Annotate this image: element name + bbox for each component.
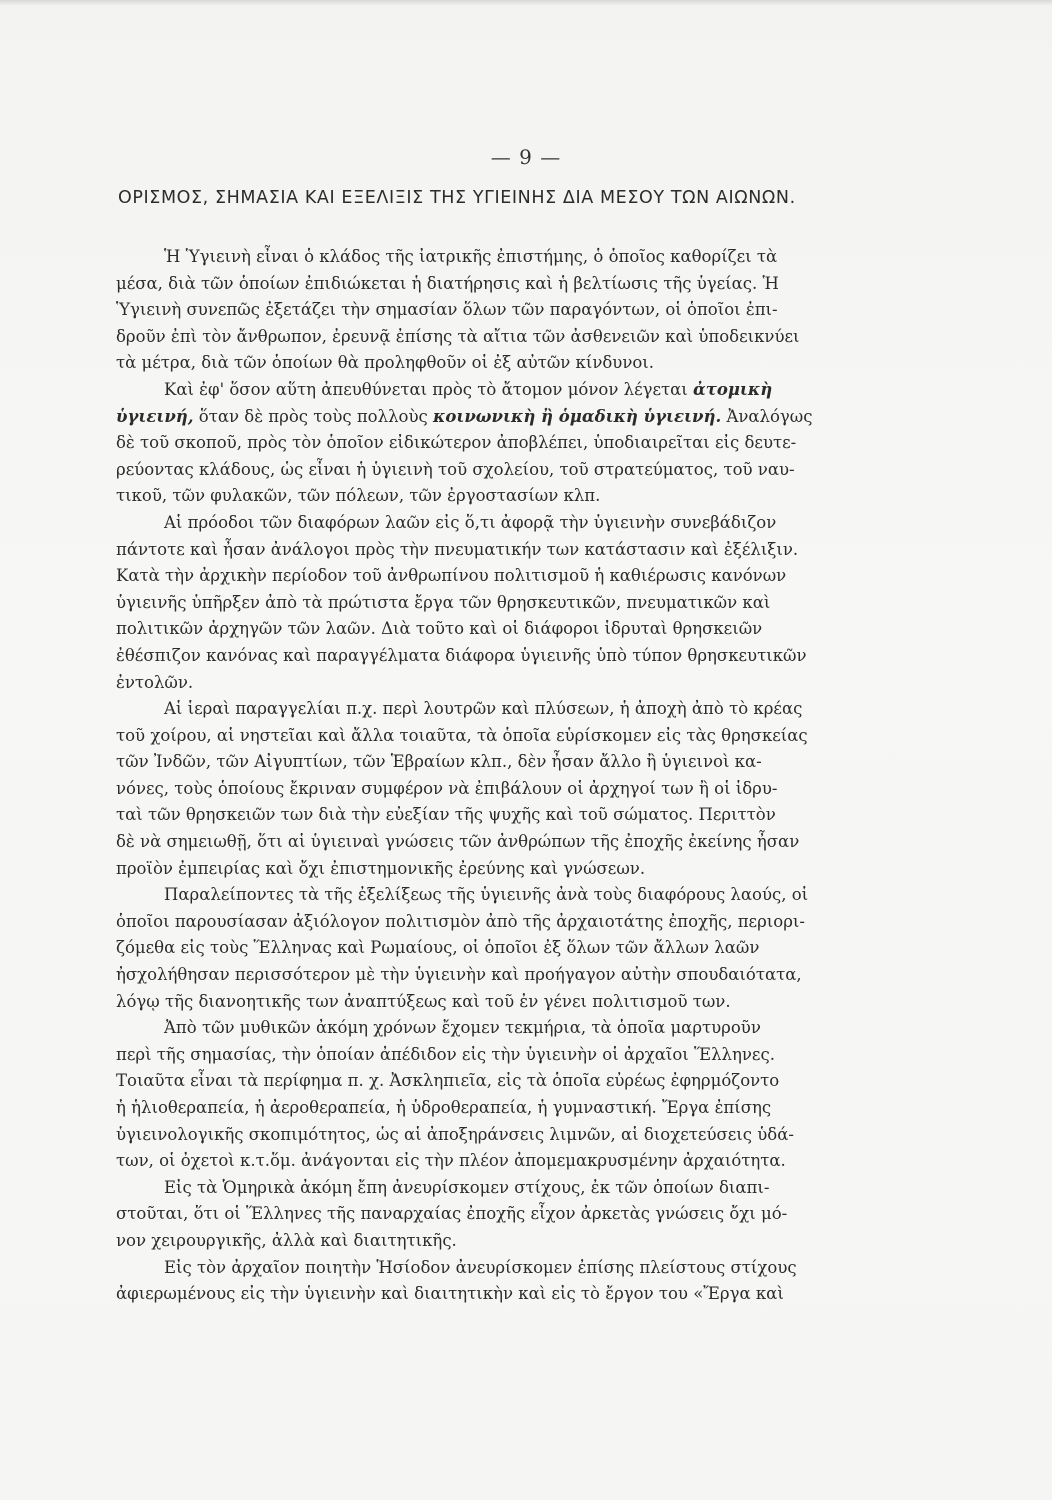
text-line: Ἡ Ὑγιεινὴ εἶναι ὁ κλάδος τῆς ἰατρικῆς ἐπιστήμης, ὁ ὁποῖος καθορίζει τὰ — [164, 247, 778, 266]
text-line: Αἱ πρόοδοι τῶν διαφόρων λαῶν εἰς ὅ,τι ἀφορᾷ τὴν ὑγιεινὴν συνεβάδιζον — [164, 512, 777, 532]
text-fragment: Καὶ ἐφ' ὅσον αὕτη ἀπευθύνεται πρὸς τὸ ἄτομον μόνον λέγεται — [164, 379, 688, 399]
paragraph — [116, 696, 896, 882]
text-line: Αἱ ἱεραὶ παραγγελίαι π.χ. περὶ λουτρῶν καὶ πλύσεων, ἡ ἀποχὴ ἀπὸ τὸ κρέας — [164, 699, 803, 719]
text-line: δὲ τοῦ σκοποῦ, πρὸς τὸν ὁποῖον εἰδικώτερον ἀποβλέπει, ὑποδιαιρεῖται εἰς δευτε- — [116, 433, 797, 453]
paragraph — [116, 1015, 896, 1175]
text-line: νόνες, τοὺς ὁποίους ἔκριναν συμφέρον νὰ ἐπιβάλουν οἱ ἀρχηγοί των ἢ οἱ ἱδρυ- — [116, 778, 778, 798]
text-line: νον χειρουργικῆς, ἀλλὰ καὶ διαιτητικῆς. — [116, 1230, 457, 1250]
text-line: δροῦν ἐπὶ τὸν ἄνθρωπον, ἐρευνᾷ ἐπίσης τὰ αἴτια τῶν ἀσθενειῶν καὶ ὑποδεικνύει — [116, 326, 800, 346]
text-line: Εἰς τὸν ἀρχαῖον ποιητὴν Ἡσίοδον ἀνευρίσκομεν ἐπίσης πλείστους στίχους — [164, 1257, 797, 1277]
text-line: ὑγιεινολογικῆς σκοπιμότητος, ὡς αἱ ἀποξηράνσεις λιμνῶν, αἱ διοχετεύσεις ὑδά- — [116, 1124, 794, 1144]
emphasized-term: ὑγιεινή, — [116, 406, 194, 426]
text-line: Εἰς τὰ Ὁμηρικὰ ἀκόμη ἔπη ἀνευρίσκομεν στίχους, ἐκ τῶν ὁποίων διαπι- — [164, 1177, 770, 1197]
text-line: ταὶ τῶν θρησκειῶν των διὰ τὴν εὐεξίαν τῆς ψυχῆς καὶ τοῦ σώματος. Περιττὸν — [116, 805, 776, 825]
emphasized-term: ἀτομικὴ — [693, 379, 773, 399]
page-top-edge — [0, 0, 1052, 6]
paragraph — [116, 244, 896, 377]
paragraph — [116, 1255, 896, 1308]
text-line: ὁποῖοι παρουσίασαν ἀξιόλογον πολιτισμὸν ἀπὸ τῆς ἀρχαιοτάτης ἐποχῆς, περιορι- — [116, 911, 805, 931]
text-line: τῶν Ἰνδῶν, τῶν Αἰγυπτίων, τῶν Ἑβραίων κλπ., δὲν ἦσαν ἄλλο ἢ ὑγιεινοὶ κα- — [116, 752, 762, 772]
text-line: Παραλείποντες τὰ τῆς ἐξελίξεως τῆς ὑγιεινῆς ἀνὰ τοὺς διαφόρους λαούς, οἱ — [164, 885, 809, 905]
paragraph — [116, 1175, 896, 1255]
text-line: προϊὸν ἐμπειρίας καὶ ὄχι ἐπιστημονικῆς ἐρεύνης καὶ γνώσεων. — [116, 858, 646, 878]
paragraph — [116, 882, 896, 1015]
text-line: δὲ νὰ σημειωθῇ, ὅτι αἱ ὑγιειναὶ γνώσεις τῶν ἀνθρώπων τῆς ἐποχῆς ἐκείνης ἦσαν — [116, 832, 800, 852]
chapter-heading: ΟΡΙΣΜΟΣ, ΣΗΜΑΣΙΑ ΚΑΙ ΕΞΕΛΙΞΙΣ ΤΗΣ ΥΓΙΕΙΝΗΣ ΔΙΑ ΜΕΣΟΥ ΤΩΝ ΑΙΩΝΩΝ. — [118, 188, 796, 208]
text-line: Ὑγιεινὴ συνεπῶς ἐξετάζει τὴν σημασίαν ὅλων τῶν παραγόντων, οἱ ὁποῖοι ἐπι- — [116, 300, 778, 320]
text-fragment: Ἀναλόγως — [726, 406, 813, 426]
text-fragment: ὅταν δὲ πρὸς τοὺς πολλοὺς — [198, 406, 428, 426]
text-line: πάντοτε καὶ ἦσαν ἀνάλογοι πρὸς τὴν πνευματικήν των κατάστασιν καὶ ἐξέλιξιν. — [116, 539, 799, 559]
text-line: ἡ ἡλιοθεραπεία, ἡ ἀεροθεραπεία, ἡ ὑδροθεραπεία, ἡ γυμναστική. Ἔργα ἐπίσης — [116, 1098, 772, 1117]
text-line: ρεύοντας κλάδους, ὡς εἶναι ἡ ὑγιεινὴ τοῦ σχολείου, τοῦ στρατεύματος, τοῦ ναυ- — [116, 459, 795, 479]
text-line: Κατὰ τὴν ἀρχικὴν περίοδον τοῦ ἀνθρωπίνου πολιτισμοῦ ἡ καθιέρωσις κανόνων — [116, 566, 787, 586]
text-line: Ἀπὸ τῶν μυθικῶν ἀκόμη χρόνων ἔχομεν τεκμήρια, τὰ ὁποῖα μαρτυροῦν — [164, 1018, 761, 1038]
emphasized-term: κοινωνικὴ ἢ ὁμαδικὴ ὑγιεινή. — [433, 406, 722, 426]
text-line: πολιτικῶν ἀρχηγῶν τῶν λαῶν. Διὰ τοῦτο καὶ οἱ διάφοροι ἱδρυταὶ θρησκειῶν — [116, 619, 763, 639]
text-line: τοῦ χοίρου, αἱ νηστεῖαι καὶ ἄλλα τοιαῦτα, τὰ ὁποῖα εὑρίσκομεν εἰς τὰς θρησκείας — [116, 725, 808, 745]
text-line: ζόμεθα εἰς τοὺς Ἕλληνας καὶ Ρωμαίους, οἱ ὁποῖοι ἐξ ὅλων τῶν ἄλλων λαῶν — [116, 938, 760, 958]
text-line: ἐθέσπιζον κανόνας καὶ παραγγέλματα διάφορα ὑγιεινῆς ὑπὸ τύπον θρησκευτικῶν — [116, 645, 807, 665]
text-line: μέσα, διὰ τῶν ὁποίων ἐπιδιώκεται ἡ διατήρησις καὶ ἡ βελτίωσις τῆς ὑγείας. Ἡ — [116, 273, 779, 293]
text-line: ἀφιερωμένους εἰς τὴν ὑγιεινὴν καὶ διαιτητικὴν καὶ εἰς τὸ ἔργον του «Ἔργα καὶ — [116, 1284, 784, 1304]
text-line: λόγῳ τῆς διανοητικῆς των ἀναπτύξεως καὶ τοῦ ἐν γένει πολιτισμοῦ των. — [116, 991, 731, 1011]
body-text — [116, 244, 896, 1308]
text-line — [116, 377, 896, 404]
text-line — [116, 404, 896, 431]
text-line: στοῦται, ὅτι οἱ Ἕλληνες τῆς παναρχαίας ἐποχῆς εἶχον ἀρκετὰς γνώσεις ὄχι μό- — [116, 1204, 788, 1224]
text-line: ἠσχολήθησαν περισσότερον μὲ τὴν ὑγιεινὴν καὶ προήγαγον αὐτὴν σπουδαιότατα, — [116, 965, 802, 985]
text-line: Τοιαῦτα εἶναι τὰ περίφημα π. χ. Ἀσκληπιεῖα, εἰς τὰ ὁποῖα εὐρέως ἐφηρμόζοντο — [116, 1071, 780, 1091]
text-line: ἐντολῶν. — [116, 672, 194, 692]
text-line: ὑγιεινῆς ὑπῆρξεν ἀπὸ τὰ πρώτιστα ἔργα τῶν θρησκευτικῶν, πνευματικῶν καὶ — [116, 592, 771, 612]
text-line: των, οἱ ὀχετοὶ κ.τ.ὅμ. ἀνάγονται εἰς τὴν πλέον ἀπομεμακρυσμένην ἀρχαιότητα. — [116, 1151, 786, 1171]
paragraph — [116, 377, 896, 510]
text-line: τικοῦ, τῶν φυλακῶν, τῶν πόλεων, τῶν ἐργοστασίων κλπ. — [116, 486, 601, 506]
text-line: περὶ τῆς σημασίας, τὴν ὁποίαν ἀπέδιδον εἰς τὴν ὑγιεινὴν οἱ ἀρχαῖοι Ἕλληνες. — [116, 1044, 775, 1064]
page-number: — 9 — — [490, 145, 562, 169]
paragraph — [116, 510, 896, 696]
text-line: τὰ μέτρα, διὰ τῶν ὁποίων θὰ προληφθοῦν οἱ ἐξ αὐτῶν κίνδυνοι. — [116, 353, 654, 373]
